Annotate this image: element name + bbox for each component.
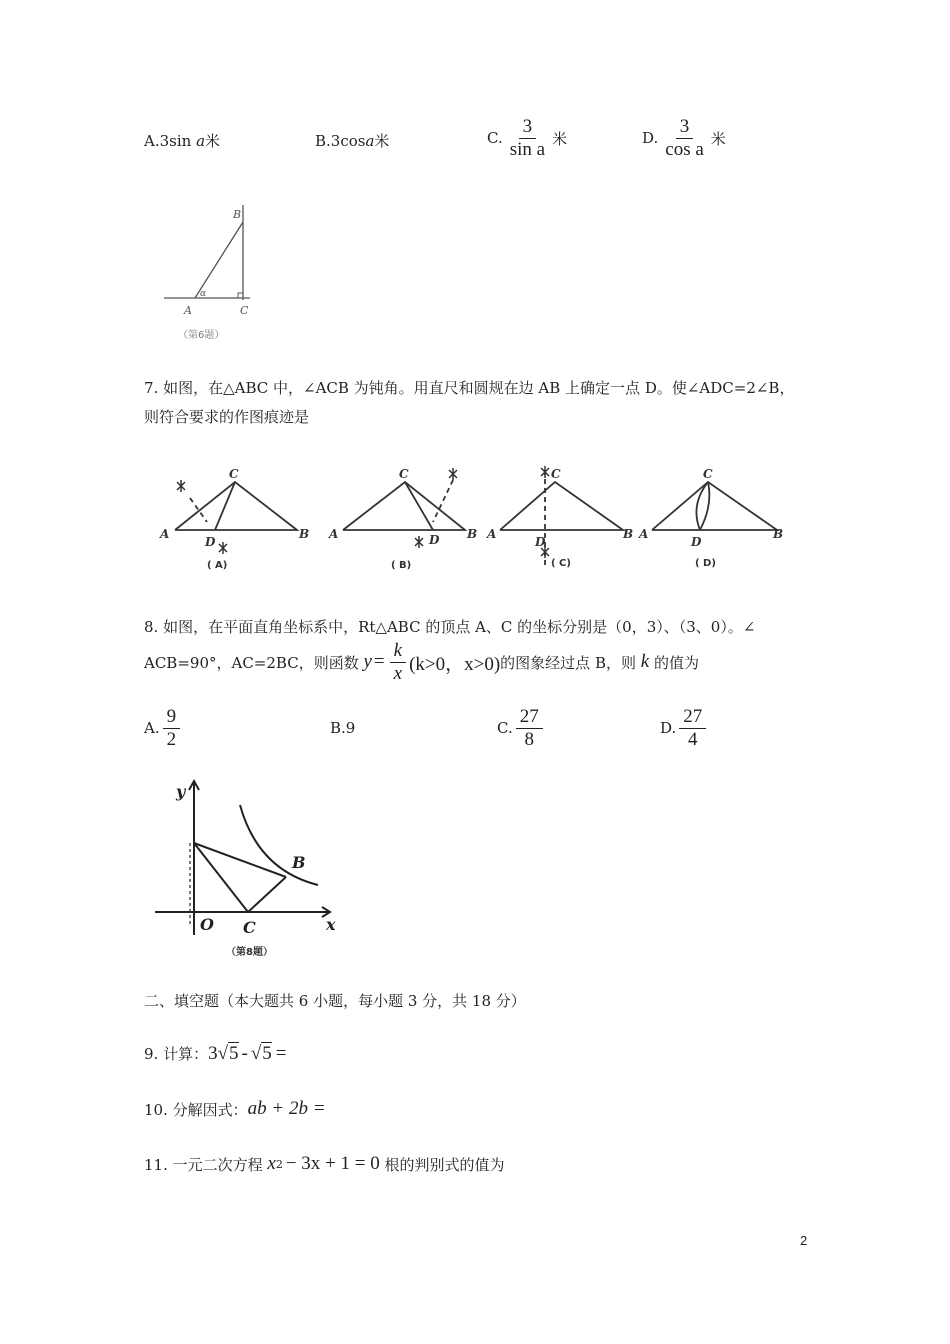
q7-fig-d-label-d: D [691, 535, 702, 549]
q7-fig-d-caption: ( D) [695, 558, 716, 569]
q6-label-b: B [233, 208, 242, 221]
q7-fig-b-mark1 [449, 468, 457, 480]
q8-label-b: B [292, 853, 306, 872]
q6-figure [150, 200, 270, 345]
page-number: 2 [800, 1233, 808, 1248]
q7-fig-d-triangle [652, 482, 777, 530]
q7-fig-b-caption: ( B) [391, 560, 412, 571]
q8-line1: 8. 如图，在平面直角坐标系中，Rt△ABC 的顶点 A、C 的坐标分别是（0，3）、（3、0）。∠ [144, 618, 756, 636]
q7-fig-d-label-b: B [773, 527, 784, 541]
q7-fig-a-label-b: B [299, 527, 310, 541]
q7-fig-b-label-d: D [429, 533, 440, 547]
q7-fig-a-triangle [175, 482, 297, 530]
q8-option-b: B.9 [330, 719, 356, 737]
q6-caption: （第6题） [178, 330, 225, 341]
q8-label-y: y [176, 782, 186, 801]
q8-segment-cb [248, 877, 286, 912]
q6-label-a: A [184, 304, 192, 317]
q6-option-c: C. $\frac{3}{\text{sin a}}$ 米 [487, 116, 568, 160]
q8-label-c: C [243, 918, 256, 937]
q7-fig-c-label-b: B [623, 527, 634, 541]
q10: 10. 分解因式： ab + 2b = [144, 1098, 326, 1119]
q7-fig-c-label-d: D [535, 535, 546, 549]
q7-fig-c-label-c: C [551, 467, 561, 481]
q7-fig-b-cd [405, 482, 433, 530]
q7-fig-d-arc1 [696, 482, 708, 530]
q6-label-alpha: α [200, 289, 207, 299]
q7-fig-b-triangle [343, 482, 465, 530]
q7-fig-a-arc-trace [190, 498, 207, 522]
q6-ladder [195, 222, 243, 298]
q8-caption: （第8题） [226, 947, 273, 958]
q7-fig-a-label-c: C [229, 467, 239, 481]
q7-fig-a-mark1 [177, 480, 185, 492]
q7-fig-b-label-b: B [467, 527, 478, 541]
section-2-heading: 二、填空题（本大题共 6 小题，每小题 3 分，共 18 分） [144, 992, 526, 1010]
q8-hyperbola [240, 805, 318, 885]
q7-fig-b-label-a: A [329, 527, 339, 541]
q7-line2: 则符合要求的作图痕迹是 [144, 408, 310, 426]
q7-line1: 7. 如图，在△ABC 中，∠ACB 为钝角。用直尺和圆规在边 AB 上确定一点 D。使∠ADC=2∠B， [144, 379, 795, 397]
q7-fig-a-caption: ( A) [207, 560, 228, 571]
q8-label-o: O [200, 915, 214, 934]
q7-fig-c-label-a: A [487, 527, 497, 541]
q7-figures [155, 460, 815, 575]
q7-fig-c-caption: ( C) [551, 558, 571, 569]
q8-option-d: D. $\frac{27}{4}$ [660, 706, 709, 751]
q6-option-d: D. $\frac{3}{\text{cos a}}$ 米 [642, 116, 726, 160]
q7-fig-b-label-c: C [399, 467, 409, 481]
q6-option-b: B.3cos a 米 [315, 131, 390, 150]
q7-fig-a-mark2 [219, 542, 227, 554]
q7-fig-a-label-a: A [160, 527, 170, 541]
q6-option-a: A.3sin a 米 [144, 131, 221, 150]
q8-option-c: C. $\frac{27}{8}$ [497, 706, 546, 751]
q7-fig-b-mark2 [415, 536, 423, 548]
q9: 9. 计算： 3 √ 5 - √ 5 = [144, 1042, 287, 1064]
q8-line2: ACB=90°，AC=2BC，则函数 y = $\frac{k}{x}$ (k>0，x>0) 的图象经过点 B，则 k 的值为 [144, 640, 699, 684]
q7-fig-d-label-a: A [639, 527, 649, 541]
q8-label-x: x [326, 915, 336, 934]
q11: 11. 一元二次方程 x 2 − 3x + 1 = 0 根的判别式的值为 [144, 1153, 505, 1174]
q7-fig-d-arc2 [700, 482, 709, 530]
q8-option-a: A. $\frac{9}{2}$ [144, 706, 183, 751]
q7-fig-a-label-d: D [205, 535, 216, 549]
q7-fig-b-arc-trace [433, 480, 453, 522]
q7-fig-c-triangle [500, 482, 623, 530]
q7-fig-c-mark1 [541, 466, 549, 478]
q6-right-angle [238, 293, 243, 298]
q6-label-c: C [240, 304, 249, 317]
q7-fig-d-label-c: C [703, 467, 713, 481]
q8-figure [150, 775, 350, 960]
